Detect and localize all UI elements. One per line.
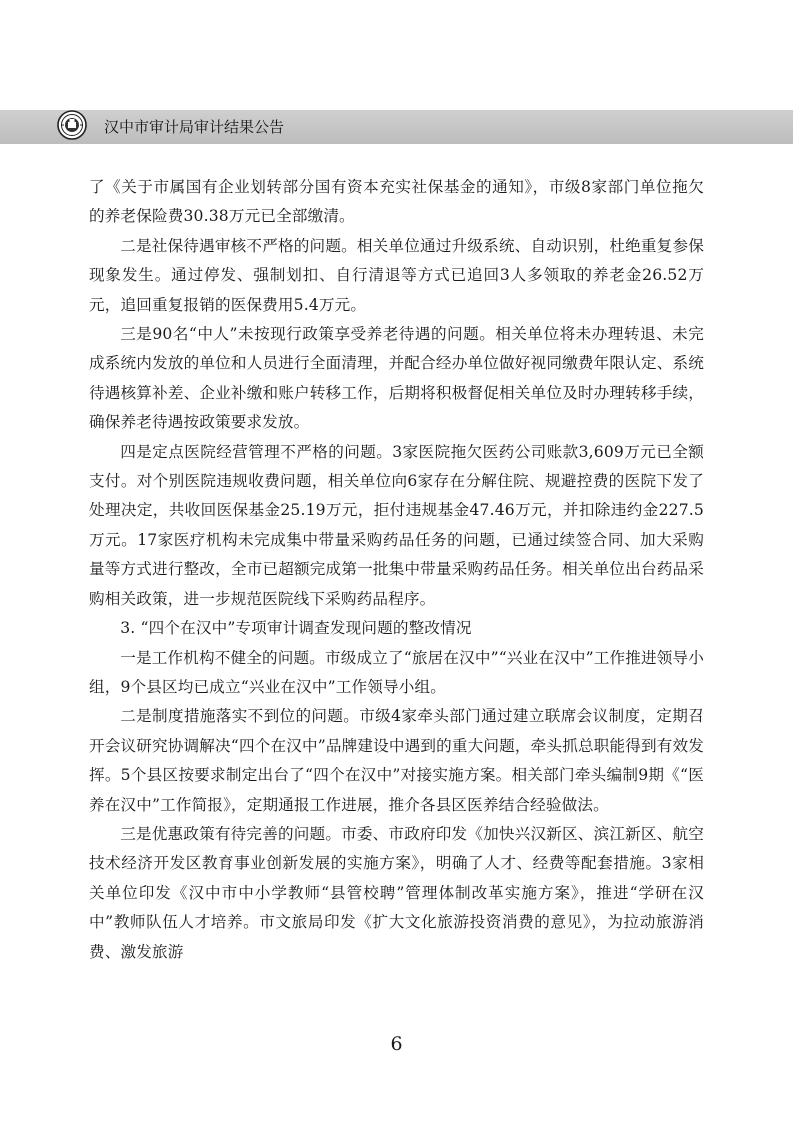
paragraph-intermediate-staff: 三是90名“中人”未按现行政策享受养老待遇的问题。相关单位将未办理转退、未完成系统内发放的单位和人员进行全面清理，并配合经办单位做好视同缴费年限认定、系统待遇核算补差、企业补缴和账户转移工作，后期将积极督促相关单位及时办理转移手续，确保养老待遇按政策要求发放。 [89,325,704,432]
audit-emblem-icon [57,110,87,140]
document-body [89,173,704,967]
paragraph-preferential-policies: 三是优惠政策有待完善的问题。市委、市政府印发《加快兴汉新区、滨江新区、航空技术经济开发区教育事业创新发展的实施方案》，明确了人才、经费等配套措施。3家相关单位印发《汉中市中小学教师“县管校聘”管理体制改革实施方案》，推进“学研在汉中”教师队伍人才培养。市文旅局印发《扩大文化旅游投资消费的意见》，为拉动旅游消费、激发旅游 [89,824,704,961]
page-number: 6 [390,1033,403,1055]
paragraph-work-institutions: 一是工作机构不健全的问题。市级成立了“旅居在汉中”“兴业在汉中”工作推进领导小组，9个县区均已成立“兴业在汉中”工作领导小组。 [89,648,704,696]
paragraph-social-security-review: 二是社保待遇审核不严格的问题。相关单位通过升级系统、自动识别，杜绝重复参保现象发生。通过停发、强制划扣、自行清退等方式已追回3人多领取的养老金26.52万元，追回重复报销的医保费用5.4万元。 [89,236,704,314]
section-heading-four-in-hanzhong: 3. “四个在汉中”专项审计调查发现问题的整改情况 [120,619,472,638]
document-header-title: 汉中市审计局审计结果公告 [104,118,285,136]
paragraph-system-measures: 二是制度措施落实不到位的问题。市级4家牵头部门通过建立联席会议制度，定期召开会议研究协调解决“四个在汉中”品牌建设中遇到的重大问题，牵头抓总职能得到有效发挥。5个县区按要求制定出台了“四个在汉中”对接实施方案。相关部门牵头编制9期《“医养在汉中”工作简报》，定期通报工作进展，推介各县区医养结合经验做法。 [89,707,704,814]
paragraph-pension-arrears: 了《关于市属国有企业划转部分国有资本充实社保基金的通知》，市级8家部门单位拖欠的养老保险费30.38万元已全部缴清。 [89,178,704,226]
paragraph-designated-hospitals: 四是定点医院经营管理不严格的问题。3家医院拖欠医药公司账款3,609万元已全额支付。对个别医院违规收费问题，相关单位向6家存在分解住院、规避控费的医院下发了处理决定，共收回医保基金25.19万元，拒付违规基金47.46万元，并扣除违约金227.5万元。17家医疗机构未完成集中带量采购药品任务的问题，已通过续签合同、加大采购量等方式进行整改，全市已超额完成第一批集中带量采购药品任务。相关单位出台药品采购相关政策，进一步规范医院线下采购药品程序。 [89,442,704,608]
